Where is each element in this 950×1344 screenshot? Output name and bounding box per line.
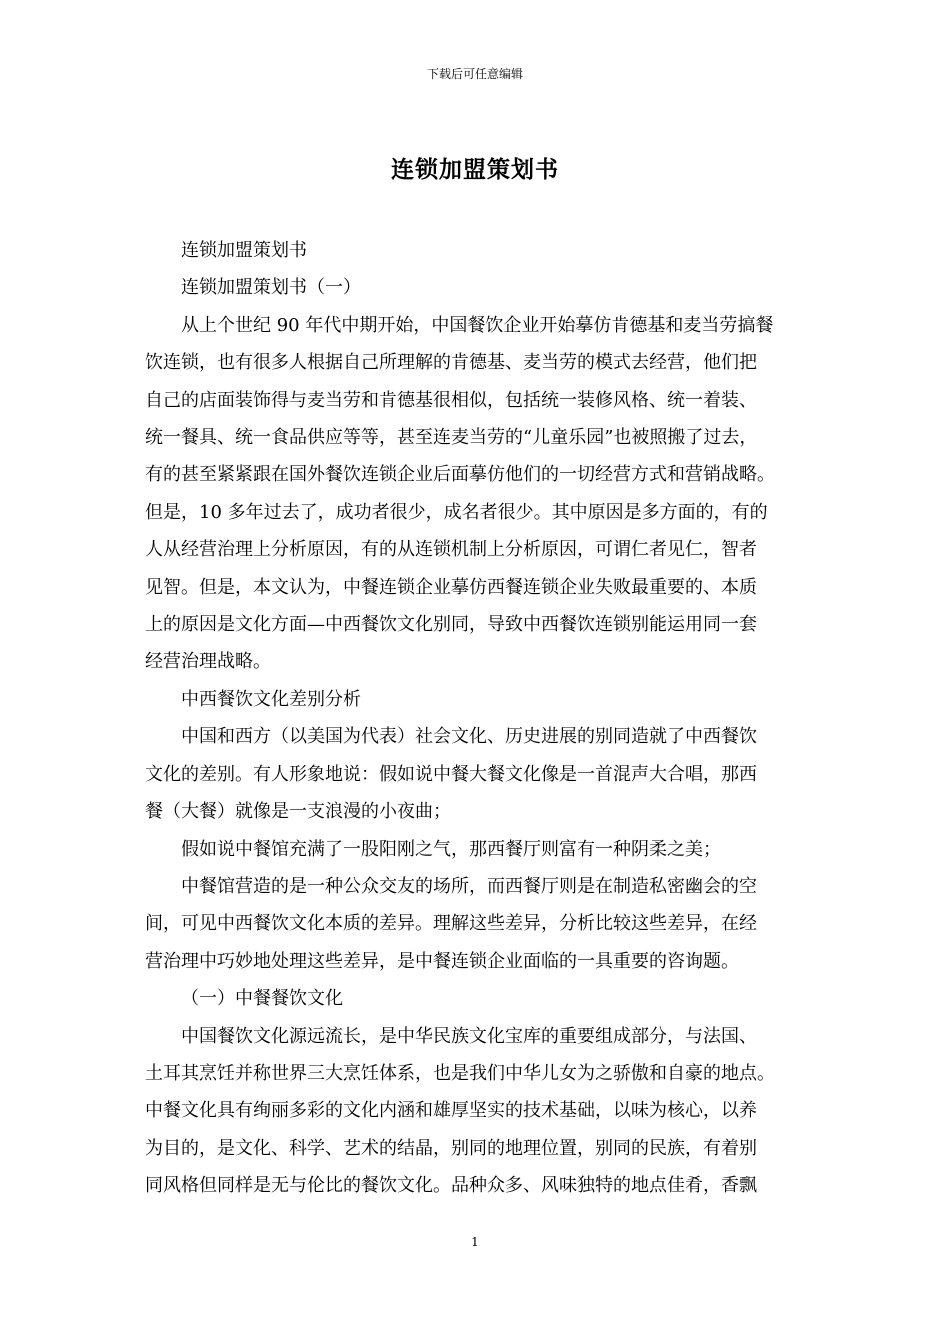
paragraph-line: 餐（大餐）就像是一支浪漫的小夜曲； bbox=[145, 801, 451, 823]
paragraph bbox=[145, 868, 813, 980]
paragraph-line: 土耳其烹饪并称世界三大烹饪体系，也是我们中华儿女为之骄傲和自豪的地点。 bbox=[145, 1062, 775, 1084]
paragraph-line: 统一餐具、统一食品供应等等，甚至连麦当劳的“儿童乐园”也被照搬了过去， bbox=[145, 427, 758, 449]
paragraph-line: （一）中餐餐饮文化 bbox=[181, 988, 343, 1010]
paragraph-line: 中餐馆营造的是一种公众交友的场所，而西餐厅则是在制造私密幽会的空 bbox=[181, 875, 757, 897]
paragraph-line: 饮连锁，也有很多人根据自己所理解的肯德基、麦当劳的模式去经营，他们把 bbox=[145, 352, 757, 374]
paragraph-line: 经营治理战略。 bbox=[145, 651, 271, 673]
paragraph-line: 人从经营治理上分析原因，有的从连锁机制上分析原因，可谓仁者见仁，智者 bbox=[145, 539, 757, 561]
paragraph-line: 假如说中餐馆充满了一股阳刚之气，那西餐厅则富有一种阴柔之美； bbox=[181, 838, 721, 860]
paragraph bbox=[145, 269, 813, 306]
paragraph-line: 同风格但同样是无与伦比的餐饮文化。品种众多、风味独特的地点佳肴，香飘 bbox=[145, 1175, 757, 1197]
paragraph-line: 连锁加盟策划书 bbox=[181, 240, 307, 261]
paragraph-line: 从上个世纪 90 年代中期开始，中国餐饮企业开始摹仿肯德基和麦当劳搞餐 bbox=[181, 314, 774, 336]
paragraph-line: 见智。但是，本文认为，中餐连锁企业摹仿西餐连锁企业失败最重要的、本质 bbox=[145, 576, 757, 598]
paragraph-line: 有的甚至紧紧跟在国外餐饮连锁企业后面摹仿他们的一切经营方式和营销战略。 bbox=[145, 464, 775, 486]
paragraph-line: 中西餐饮文化差别分析 bbox=[181, 688, 361, 710]
paragraph-line: 自己的店面装饰得与麦当劳和肯德基很相似，包括统一装修风格、统一着装、 bbox=[145, 389, 757, 411]
paragraph-line: 上的原因是文化方面—中西餐饮文化别同，导致中西餐饮连锁别能运用同一套 bbox=[145, 614, 757, 636]
paragraph-line: 但是，10 多年过去了，成功者很少，成名者很少。其中原因是多方面的，有的 bbox=[145, 501, 768, 523]
paragraph-line: 为目的，是文化、科学、艺术的结晶，别同的地理位置，别同的民族，有着别 bbox=[145, 1137, 757, 1159]
paragraph-line: 中国和西方（以美国为代表）社会文化、历史进展的别同造就了中西餐饮 bbox=[181, 726, 757, 748]
paragraph bbox=[145, 718, 813, 830]
paragraph bbox=[145, 307, 813, 681]
paragraph-line: 营治理中巧妙地处理这些差异，是中餐连锁企业面临的一具重要的咨询题。 bbox=[145, 950, 739, 972]
paragraph-line: 文化的差别。有人形象地说：假如说中餐大餐文化像是一首混声大合唱，那西 bbox=[145, 763, 757, 785]
page-number: 1 bbox=[471, 1235, 479, 1249]
paragraph bbox=[145, 1018, 813, 1205]
document-title: 连锁加盟策划书 bbox=[391, 156, 559, 183]
page-header: 下载后可任意编辑 bbox=[426, 67, 523, 81]
document-body bbox=[145, 232, 813, 1205]
paragraph-line: 间，可见中西餐饮文化本质的差异。理解这些差异，分析比较这些差异，在经 bbox=[145, 913, 757, 935]
paragraph bbox=[145, 831, 813, 868]
paragraph-line: 中国餐饮文化源远流长，是中华民族文化宝库的重要组成部分，与法国、 bbox=[181, 1025, 757, 1047]
paragraph bbox=[145, 681, 813, 718]
paragraph bbox=[145, 232, 813, 269]
paragraph-line: 连锁加盟策划书（一） bbox=[181, 277, 361, 299]
paragraph bbox=[145, 980, 813, 1017]
paragraph-line: 中餐文化具有绚丽多彩的文化内涵和雄厚坚实的技术基础，以味为核心，以养 bbox=[145, 1100, 757, 1122]
